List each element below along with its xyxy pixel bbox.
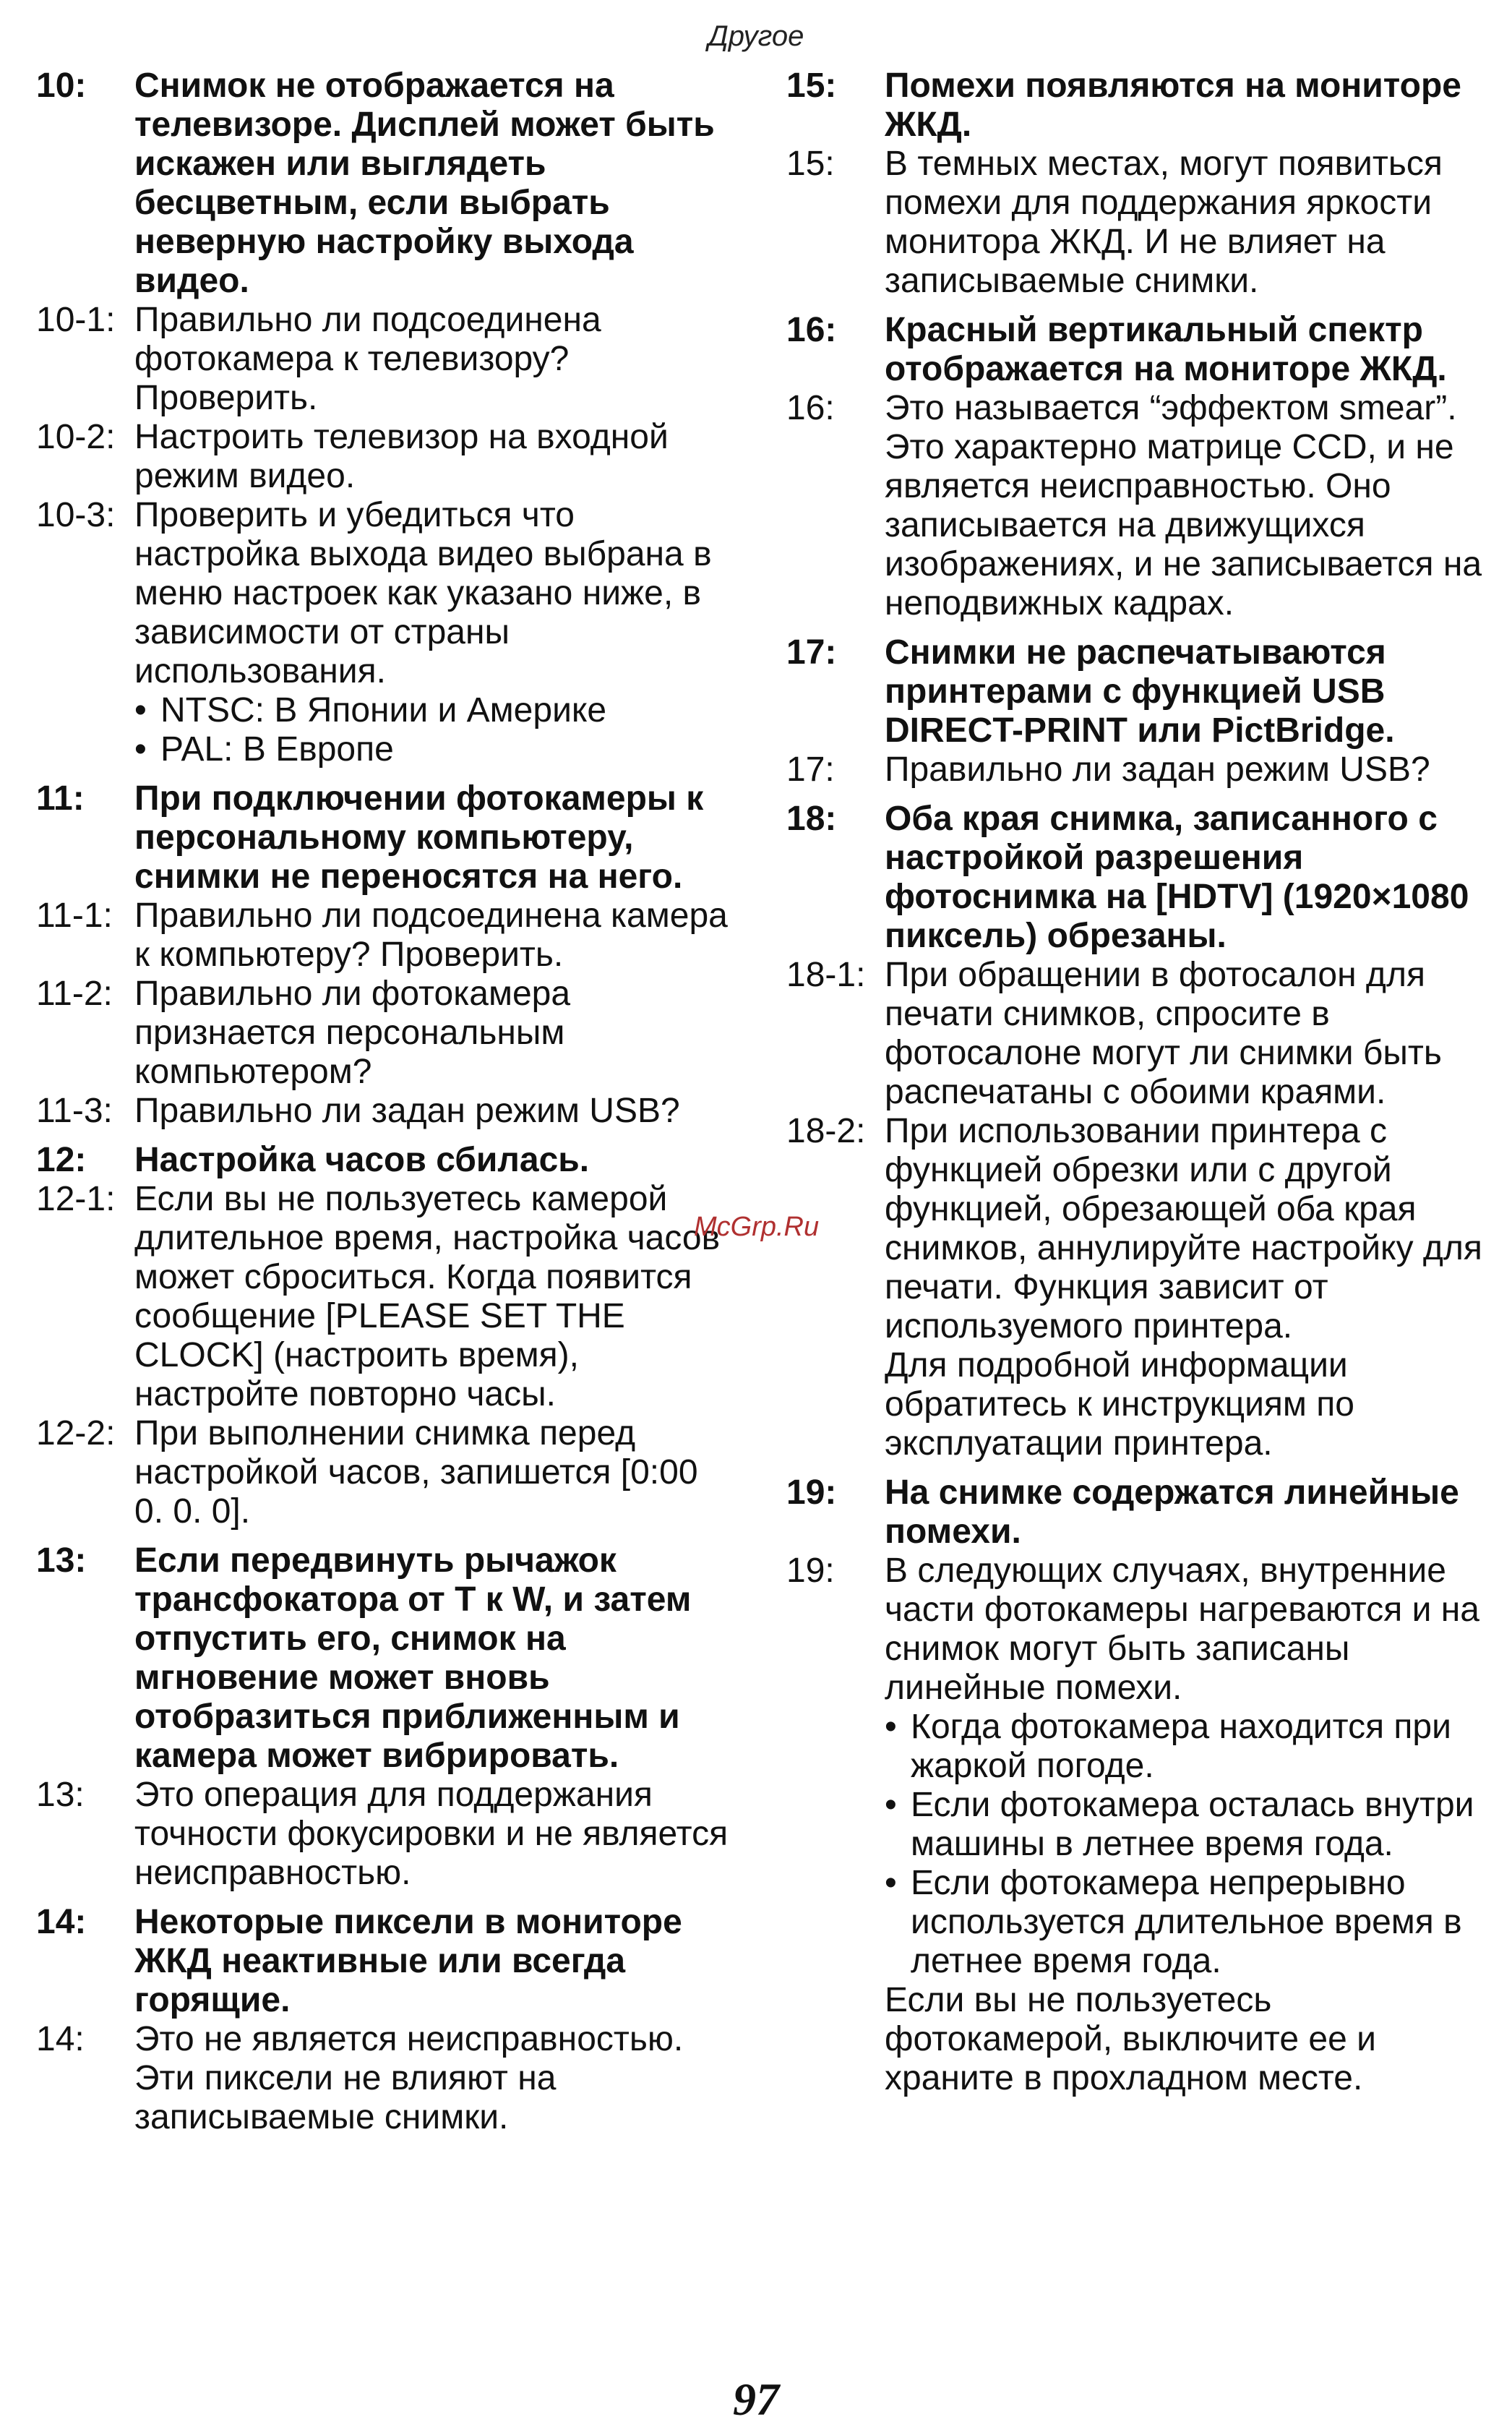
answer-text: В темных местах, могут появиться помехи для поддержания яркости монитора ЖКД. И не влияет на записываемые снимки.	[885, 145, 1443, 300]
item-number: 14:	[36, 2020, 85, 2058]
question-17	[786, 633, 1487, 750]
answer-text: Это называется “эффектом smear”. Это характерно матрице CCD, и не является неисправностью. Оно записывается на движущихся изображениях, и не записывается на неподвижных кадрах.	[885, 389, 1482, 622]
item-number: 11-3:	[36, 1092, 113, 1130]
item-number: 13:	[36, 1541, 87, 1580]
item-number: 10-1:	[36, 301, 116, 339]
answer-10-1	[36, 301, 730, 418]
item-number: 15:	[786, 67, 837, 105]
answer-text: В следующих случаях, внутренние части фотокамеры нагреваются и на снимок могут быть записаны линейные помехи.	[885, 1552, 1479, 1707]
answer-text: Правильно ли фотокамера признается персональным компьютером?	[134, 975, 571, 1091]
answer-11-3	[36, 1092, 730, 1131]
answer-10-3	[36, 496, 730, 769]
item-number: 10:	[36, 67, 87, 105]
question-16	[786, 311, 1487, 389]
answer-text: При выполнении снимка перед настройкой часов, запишется [0:00 0. 0. 0].	[134, 1414, 698, 1531]
question-text: Снимки не распечатываются принтерами с функцией USB DIRECT-PRINT или PictBridge.	[885, 633, 1395, 750]
item-number: 10-3:	[36, 496, 116, 534]
bullet-text: PAL: В Европе	[160, 730, 394, 769]
answer-12-2	[36, 1414, 730, 1531]
question-11	[36, 779, 730, 896]
bullet-item	[885, 1708, 1487, 1786]
answer-19	[786, 1552, 1487, 2098]
question-text: На снимке содержатся линейные помехи.	[885, 1473, 1459, 1551]
question-15	[786, 67, 1487, 145]
bullet-icon: •	[134, 691, 147, 729]
answer-14	[36, 2020, 730, 2137]
answer-15	[786, 145, 1487, 301]
answer-18-2	[786, 1112, 1487, 1463]
answer-text: Если вы не пользуетесь камерой длительное время, настройка часов может сброситься. Когда появится сообщение [PLEASE SET THE CLOCK] (настроить время), настройте повторно часы.	[134, 1180, 721, 1413]
item-number: 14:	[36, 1903, 87, 1941]
answer-note: Если вы не пользуетесь фотокамерой, выключите ее и храните в прохладном месте.	[885, 1981, 1376, 2097]
question-13	[36, 1541, 730, 1776]
answer-11-1	[36, 896, 730, 975]
bullet-item	[134, 691, 730, 730]
bullet-text: Если фотокамера непрерывно используется длительное время в летнее время года.	[911, 1864, 1462, 1980]
answer-body	[134, 496, 730, 769]
question-text: Настройка часов сбилась.	[134, 1141, 590, 1179]
item-number: 12:	[36, 1141, 87, 1179]
bullet-icon: •	[885, 1786, 897, 1824]
item-number: 10-2:	[36, 418, 116, 456]
page-number: 97	[733, 2374, 779, 2425]
item-number: 19:	[786, 1552, 835, 1590]
left-column	[36, 67, 730, 2137]
answer-text: Правильно ли задан режим USB?	[885, 750, 1430, 789]
answer-16	[786, 389, 1487, 623]
item-number: 18-1:	[786, 956, 866, 994]
item-number: 11-1:	[36, 896, 113, 935]
item-number: 18:	[786, 800, 837, 838]
bullet-text: Когда фотокамера находится при жаркой погоде.	[911, 1708, 1451, 1785]
answer-text: Правильно ли задан режим USB?	[134, 1092, 680, 1130]
item-number: 19:	[786, 1473, 837, 1512]
answer-text: При использовании принтера с функцией обрезки или с другой функцией, обрезающей оба края снимков, аннулируйте настройку для печати. Функция зависит от используемого принтера.	[885, 1112, 1482, 1345]
answer-text: Настроить телевизор на входной режим видео.	[134, 418, 669, 495]
item-number: 11:	[36, 779, 85, 818]
item-number: 16:	[786, 389, 835, 427]
item-number: 16:	[786, 311, 837, 349]
bullet-item	[885, 1864, 1487, 1981]
watermark-text: McGrp.Ru	[694, 1212, 820, 1242]
item-number: 17:	[786, 750, 835, 789]
item-number: 11-2:	[36, 975, 113, 1013]
answer-body	[885, 1112, 1487, 1463]
question-text: Оба края снимка, записанного с настройкой разрешения фотоснимка на [HDTV] (1920×1080 пиксель) обрезаны.	[885, 800, 1469, 955]
bullet-icon: •	[885, 1708, 897, 1746]
answer-text: Проверить и убедиться что настройка выхода видео выбрана в меню настроек как указано ниже, в зависимости от страны использования.	[134, 496, 712, 690]
question-14	[36, 1903, 730, 2020]
answer-13	[36, 1776, 730, 1893]
question-10	[36, 67, 730, 301]
question-text: Некоторые пиксели в мониторе ЖКД неактивные или всегда горящие.	[134, 1903, 682, 2019]
item-number: 15:	[786, 145, 835, 183]
item-number: 18-2:	[786, 1112, 866, 1150]
item-number: 12-2:	[36, 1414, 116, 1452]
bullet-text: Если фотокамера осталась внутри машины в летнее время года.	[911, 1786, 1474, 1863]
answer-note: Для подробной информации обратитесь к инструкциям по эксплуатации принтера.	[885, 1346, 1354, 1463]
question-text: При подключении фотокамеры к персональному компьютеру, снимки не переносятся на него.	[134, 779, 704, 896]
section-header: Другое	[708, 20, 804, 52]
question-text: Красный вертикальный спектр отображается на мониторе ЖКД.	[885, 311, 1447, 388]
answer-17	[786, 750, 1487, 789]
item-number: 12-1:	[36, 1180, 116, 1218]
answer-body	[885, 1552, 1487, 2098]
answer-text: Это операция для поддержания точности фокусировки и не является неисправностью.	[134, 1776, 729, 1892]
answer-text: Правильно ли подсоединена камера к компьютеру? Проверить.	[134, 896, 728, 974]
answer-text: Правильно ли подсоединена фотокамера к телевизору? Проверить.	[134, 301, 601, 417]
bullet-item	[885, 1786, 1487, 1864]
right-column	[786, 67, 1487, 2098]
bullet-text: NTSC: В Японии и Америке	[160, 691, 607, 729]
bullet-icon: •	[134, 730, 147, 769]
question-text: Помехи появляются на мониторе ЖКД.	[885, 67, 1461, 144]
answer-12-1	[36, 1180, 730, 1414]
answer-18-1	[786, 956, 1487, 1112]
answer-10-2	[36, 418, 730, 496]
question-18	[786, 800, 1487, 956]
question-12	[36, 1141, 730, 1180]
answer-text: Это не является неисправностью. Эти пиксели не влияют на записываемые снимки.	[134, 2020, 684, 2136]
question-19	[786, 1473, 1487, 1552]
answer-11-2	[36, 975, 730, 1092]
question-text: Если передвинуть рычажок трансфокатора от T к W, и затем отпустить его, снимок на мгновение может вновь отобразиться приближенным и камера может вибрировать.	[134, 1541, 692, 1775]
item-number: 13:	[36, 1776, 85, 1814]
answer-text: При обращении в фотосалон для печати снимков, спросите в фотосалоне могут ли снимки быть распечатаны с обоими краями.	[885, 956, 1442, 1111]
bullet-icon: •	[885, 1864, 897, 1902]
item-number: 17:	[786, 633, 837, 672]
bullet-item	[134, 730, 730, 769]
question-text: Снимок не отображается на телевизоре. Дисплей может быть искажен или выглядеть бесцветным, если выбрать неверную настройку выхода видео.	[134, 67, 715, 300]
